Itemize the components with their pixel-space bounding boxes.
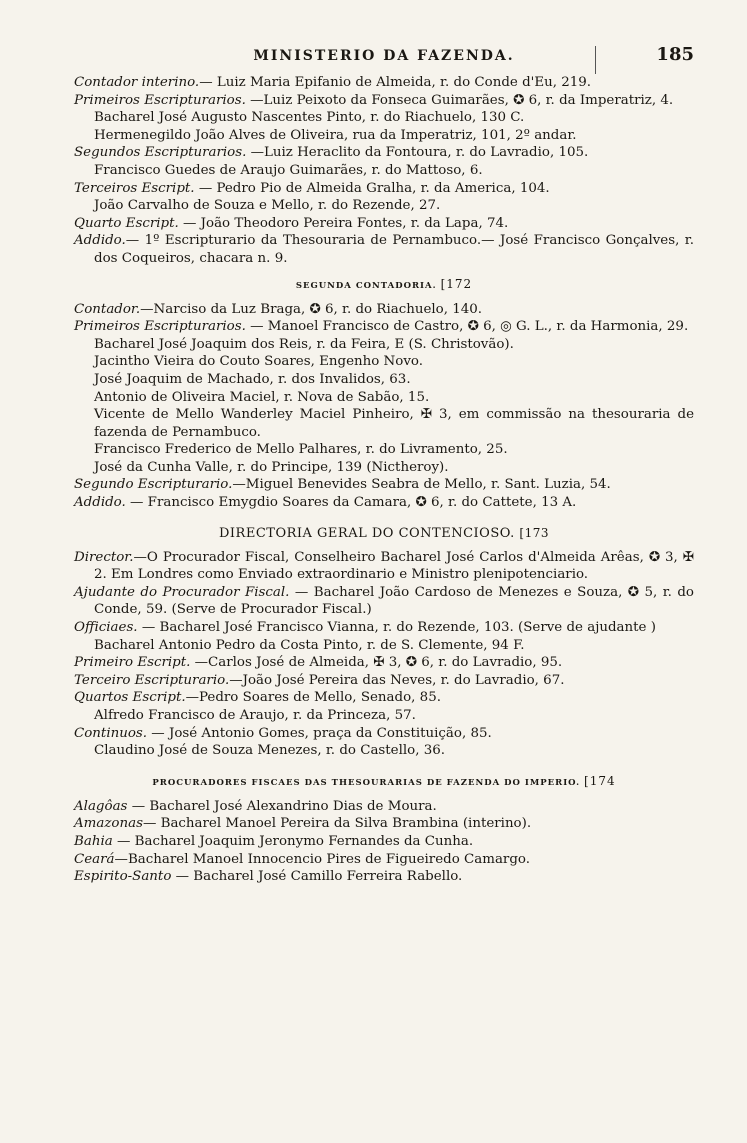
directory-entry xyxy=(74,637,694,655)
directory-entry xyxy=(74,180,694,198)
entry-text: Francisco Guedes de Araujo Guimarães, r. do Mattoso, 6. xyxy=(94,162,483,178)
entry-role: Continuos. xyxy=(74,725,148,741)
entry-text: — Luiz Maria Epifanio de Almeida, r. do Conde d'Eu, 219. xyxy=(199,75,592,90)
entry-text: — Bacharel João Cardoso de Menezes e Souza, ✪ 5, r. do Conde, 59. (Serve de Procurador Fiscal.) xyxy=(94,584,694,618)
heading-segunda-contadoria xyxy=(74,277,694,291)
entry-role: Terceiros Escript. xyxy=(74,180,195,196)
directory-entry xyxy=(74,584,694,619)
entry-text: Bacharel Antonio Pedro da Costa Pinto, r. de S. Clemente, 94 F. xyxy=(94,637,525,653)
entry-text: —O Procurador Fiscal, Conselheiro Bacharel José Carlos d'Almeida Arêas, ✪ 3, ✠ 2. Em Londres como Enviado extraordinario e Ministro plenipotenciario. xyxy=(94,549,694,583)
entry-text: Alfredo Francisco de Araujo, r. da Princeza, 57. xyxy=(94,708,416,723)
directory-entry xyxy=(74,441,694,459)
entry-text: — Bacharel Joaquim Jeronymo Fernandes da Cunha. xyxy=(112,833,474,849)
page-header xyxy=(74,44,694,74)
entry-role: Director. xyxy=(74,549,134,565)
entry-text: José da Cunha Valle, r. do Principe, 139 (Nictheroy). xyxy=(94,459,449,475)
entry-text: — João Theodoro Pereira Fontes, r. da Lapa, 74. xyxy=(178,215,509,231)
heading-ref: [173 xyxy=(519,525,549,540)
directory-entry xyxy=(74,549,694,584)
heading-procuradores xyxy=(74,774,694,788)
entry-role: Addido. xyxy=(74,233,126,249)
directory-entry xyxy=(74,672,694,690)
entry-text: —Luiz Peixoto da Fonseca Guimarães, ✪ 6, r. da Imperatriz, 4. xyxy=(245,92,674,108)
block-primeira xyxy=(74,74,694,268)
running-title: MINISTERIO DA FAZENDA. xyxy=(253,48,515,64)
entry-role: Amazonas xyxy=(74,816,143,832)
entry-text: —Carlos José de Almeida, ✠ 3, ✪ 6, r. do Lavradio, 95. xyxy=(190,655,563,671)
page-number: 185 xyxy=(656,44,694,65)
entry-text: — José Antonio Gomes, praça da Constituição, 85. xyxy=(147,725,492,741)
entry-text: —Miguel Benevides Seabra de Mello, r. Sant. Luzia, 54. xyxy=(232,477,611,493)
entry-role: Ceará xyxy=(74,851,115,867)
entry-text: —Bacharel Manoel Innocencio Pires de Figueiredo Camargo. xyxy=(114,851,530,867)
entry-role: Segundos Escripturarios. xyxy=(74,145,247,161)
heading-ref: [174 xyxy=(584,773,616,788)
directory-entry xyxy=(74,798,694,816)
entry-role: Terceiro Escripturario. xyxy=(74,672,230,688)
directory-entry xyxy=(74,689,694,707)
entry-text: — Bacharel José Francisco Vianna, r. do Rezende, 103. (Serve de ajudante ) xyxy=(137,620,656,636)
entry-role: Quartos Escript. xyxy=(74,690,186,706)
entry-text: Bacharel José Augusto Nascentes Pinto, r. do Riachuelo, 130 C. xyxy=(94,110,525,126)
directory-entry xyxy=(74,353,694,371)
entry-text: Francisco Frederico de Mello Palhares, r. do Livramento, 25. xyxy=(94,442,508,458)
directory-entry xyxy=(74,74,694,92)
directory-entry xyxy=(74,406,694,441)
entry-text: —Narciso da Luz Braga, ✪ 6, r. do Riachuelo, 140. xyxy=(140,301,483,317)
directory-entry xyxy=(74,833,694,851)
directory-entry xyxy=(74,127,694,145)
entry-text: Vicente de Mello Wanderley Maciel Pinheiro, ✠ 3, em commissão na thesouraria de fazenda de Pernambuco. xyxy=(94,407,694,440)
directory-entry xyxy=(74,815,694,833)
directory-entry xyxy=(74,371,694,389)
directory-page xyxy=(74,44,694,886)
directory-entry xyxy=(74,336,694,354)
directory-entry xyxy=(74,92,694,110)
entry-text: —João José Pereira das Neves, r. do Lavradio, 67. xyxy=(229,672,565,688)
heading-ref: [172 xyxy=(440,276,473,291)
entry-text: —Luiz Heraclito da Fontoura, r. do Lavradio, 105. xyxy=(246,145,589,161)
directory-entry xyxy=(74,868,694,886)
directory-entry xyxy=(74,162,694,180)
entry-role: Primeiros Escripturarios. xyxy=(74,92,246,108)
entry-role: Contador interino. xyxy=(74,75,200,90)
directory-entry xyxy=(74,742,694,760)
heading-label: DIRECTORIA GERAL DO CONTENCIOSO. xyxy=(218,525,515,541)
directory-entry xyxy=(74,197,694,215)
entry-text: — Pedro Pio de Almeida Gralha, r. da America, 104. xyxy=(194,180,550,196)
heading-label: SEGUNDA CONTADORIA. xyxy=(295,280,437,291)
block-segunda xyxy=(74,301,694,512)
entry-role: Primeiros Escripturarios. xyxy=(74,319,246,335)
directory-entry xyxy=(74,725,694,743)
directory-entry xyxy=(74,389,694,407)
entry-text: — Bacharel José Camillo Ferreira Rabello. xyxy=(171,869,463,885)
entry-role: Primeiro Escript. xyxy=(74,655,191,671)
entry-text: Hermenegildo João Alves de Oliveira, rua da Imperatriz, 101, 2º andar. xyxy=(94,127,577,143)
directory-entry xyxy=(74,851,694,869)
entry-text: — Bacharel Manoel Pereira da Silva Brambina (interino). xyxy=(142,816,532,832)
entry-role: Officiaes. xyxy=(74,620,138,636)
directory-entry xyxy=(74,232,694,267)
directory-entry xyxy=(74,215,694,233)
entry-role: Contador. xyxy=(74,301,141,317)
entry-text: — Bacharel José Alexandrino Dias de Moura. xyxy=(127,798,437,814)
directory-entry xyxy=(74,619,694,637)
directory-entry xyxy=(74,494,694,512)
directory-entry xyxy=(74,109,694,127)
entry-role: Ajudante do Procurador Fiscal. xyxy=(74,584,290,600)
entry-text: Claudino José de Souza Menezes, r. do Castello, 36. xyxy=(94,743,446,759)
heading-directoria xyxy=(74,526,694,541)
heading-label: PROCURADORES FISCAES DAS THESOURARIAS DE FAZENDA DO IMPERIO. xyxy=(152,777,581,788)
block-contencioso xyxy=(74,549,694,760)
directory-entry xyxy=(74,476,694,494)
entry-text: — 1º Escripturario da Thesouraria de Pernambuco.— José Francisco Gonçalves, r. dos Coqueiros, chacara n. 9. xyxy=(94,233,694,266)
directory-entry xyxy=(74,144,694,162)
entry-role: Segundo Escripturario. xyxy=(74,477,233,493)
directory-entry xyxy=(74,301,694,319)
entry-role: Bahia xyxy=(74,833,113,849)
entry-text: — Manoel Francisco de Castro, ✪ 6, ◎ G. L., r. da Harmonia, 29. xyxy=(245,319,689,335)
entry-role: Espirito-Santo xyxy=(74,869,172,885)
entry-role: Alagôas xyxy=(74,798,128,814)
entry-role: Addido. xyxy=(74,495,126,511)
entry-text: Jacintho Vieira do Couto Soares, Engenho Novo. xyxy=(94,354,423,370)
directory-entry xyxy=(74,654,694,672)
entry-text: Bacharel José Joaquim dos Reis, r. da Feira, E (S. Christovão). xyxy=(94,336,514,352)
directory-entry xyxy=(74,707,694,725)
block-procuradores xyxy=(74,798,694,886)
directory-entry xyxy=(74,318,694,336)
entry-text: —Pedro Soares de Mello, Senado, 85. xyxy=(185,690,441,706)
directory-entry xyxy=(74,459,694,477)
entry-role: Quarto Escript. xyxy=(74,215,179,231)
entry-text: — Francisco Emygdio Soares da Camara, ✪ 6, r. do Cattete, 13 A. xyxy=(125,495,577,511)
entry-text: Antonio de Oliveira Maciel, r. Nova de Sabão, 15. xyxy=(94,389,430,405)
entry-text: João Carvalho de Souza e Mello, r. do Rezende, 27. xyxy=(94,198,441,214)
entry-text: José Joaquim de Machado, r. dos Invalidos, 63. xyxy=(94,371,411,387)
